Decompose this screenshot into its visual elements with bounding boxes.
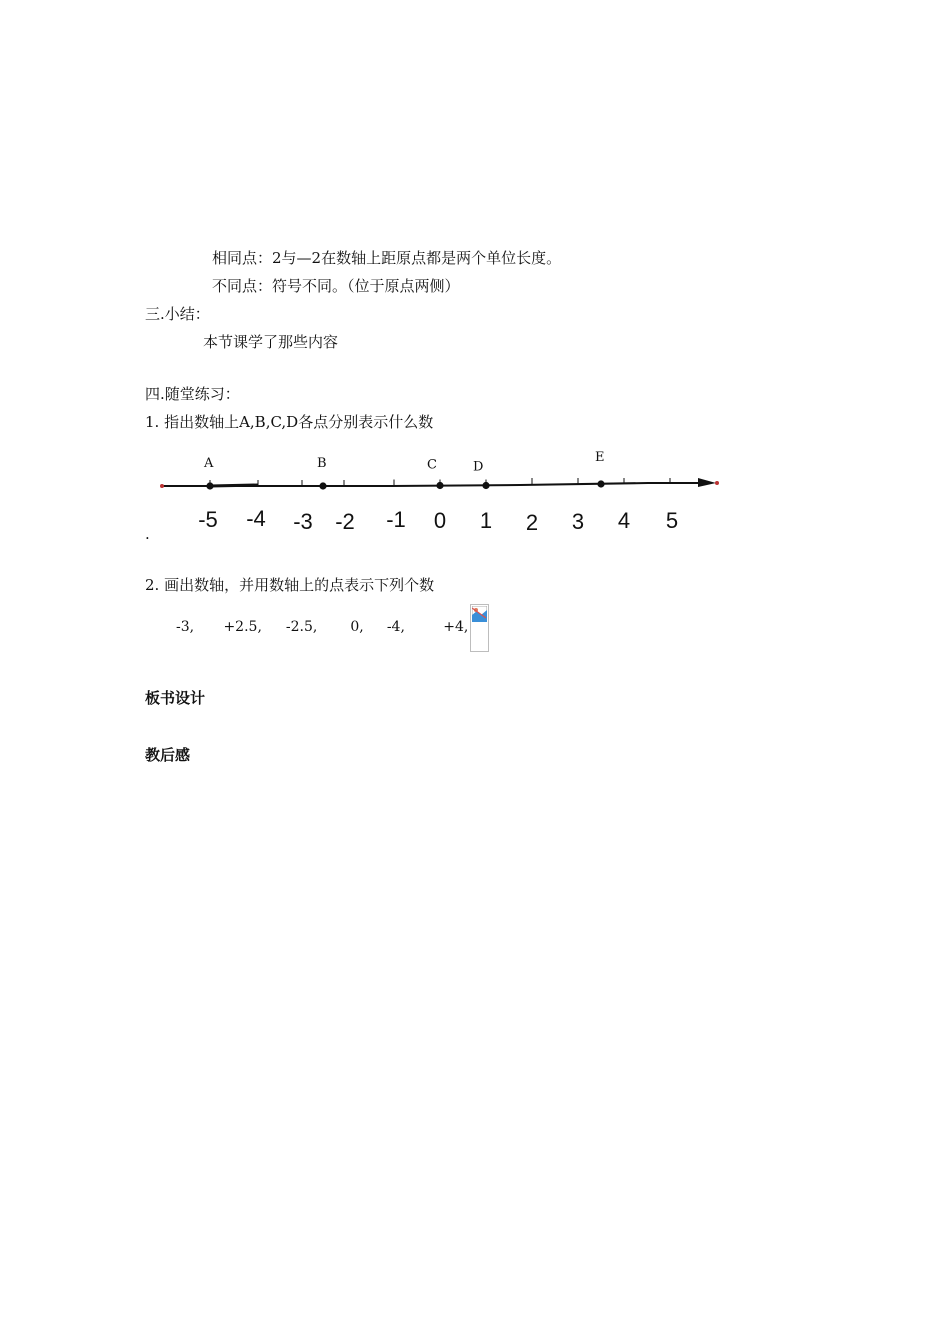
number-item: -3,: [176, 619, 195, 635]
point-label: C: [427, 457, 437, 473]
number-item: 0,: [350, 619, 364, 635]
point-label: A: [204, 456, 214, 471]
same-point-text: 相同点：2与—2在数轴上距原点都是两个单位长度。: [212, 249, 562, 267]
tick-label: 3: [571, 509, 585, 534]
axis-end-left: [160, 484, 164, 488]
tick-label: -5: [198, 507, 218, 532]
dot-mark: .: [145, 525, 150, 543]
point-a: [206, 482, 213, 489]
board-design-heading: 板书设计: [145, 689, 206, 707]
practice-heading: 四.随堂练习：: [145, 385, 240, 403]
summary-heading: 三.小结：: [145, 305, 210, 323]
tick-labels: [198, 506, 678, 535]
question-2: 2. 画出数轴，并用数轴上的点表示下列个数: [145, 576, 435, 594]
number-item: +4,: [443, 619, 469, 635]
summary-text: 本节课学了那些内容: [203, 333, 339, 351]
tick-label: 5: [665, 508, 679, 533]
point-label: E: [595, 450, 605, 465]
question-1: 1. 指出数轴上A,B,C,D各点分别表示什么数: [145, 413, 434, 431]
point-b: [319, 482, 326, 489]
number-item: +2.5,: [223, 619, 262, 635]
tick-label: -3: [293, 509, 313, 534]
point-d: [482, 482, 489, 489]
tick-label: 1: [479, 508, 493, 533]
point-labels: [203, 450, 605, 475]
number-item: -4,: [386, 619, 405, 635]
number-line-figure: [150, 445, 730, 540]
number-item: -2.5,: [285, 619, 318, 635]
diff-point-text: 不同点：符号不同。（位于原点两侧）: [212, 277, 460, 295]
tick-label: 4: [617, 508, 631, 533]
point-label: B: [317, 456, 327, 471]
point-e: [597, 480, 604, 487]
tick-label: 0: [433, 508, 447, 533]
tick-label: -4: [246, 506, 266, 531]
axis-end-right: [715, 481, 719, 485]
tick-label: -1: [386, 507, 406, 532]
tick-label: -2: [335, 509, 355, 534]
reflection-heading: 教后感: [145, 746, 191, 764]
point-c: [436, 482, 443, 489]
axis-arrow: [698, 478, 716, 487]
thick-segment: [210, 485, 258, 486]
numbers-list: [176, 619, 468, 635]
point-label: D: [473, 459, 484, 475]
tick-label: 2: [525, 510, 539, 535]
broken-image-icon: [470, 604, 489, 652]
